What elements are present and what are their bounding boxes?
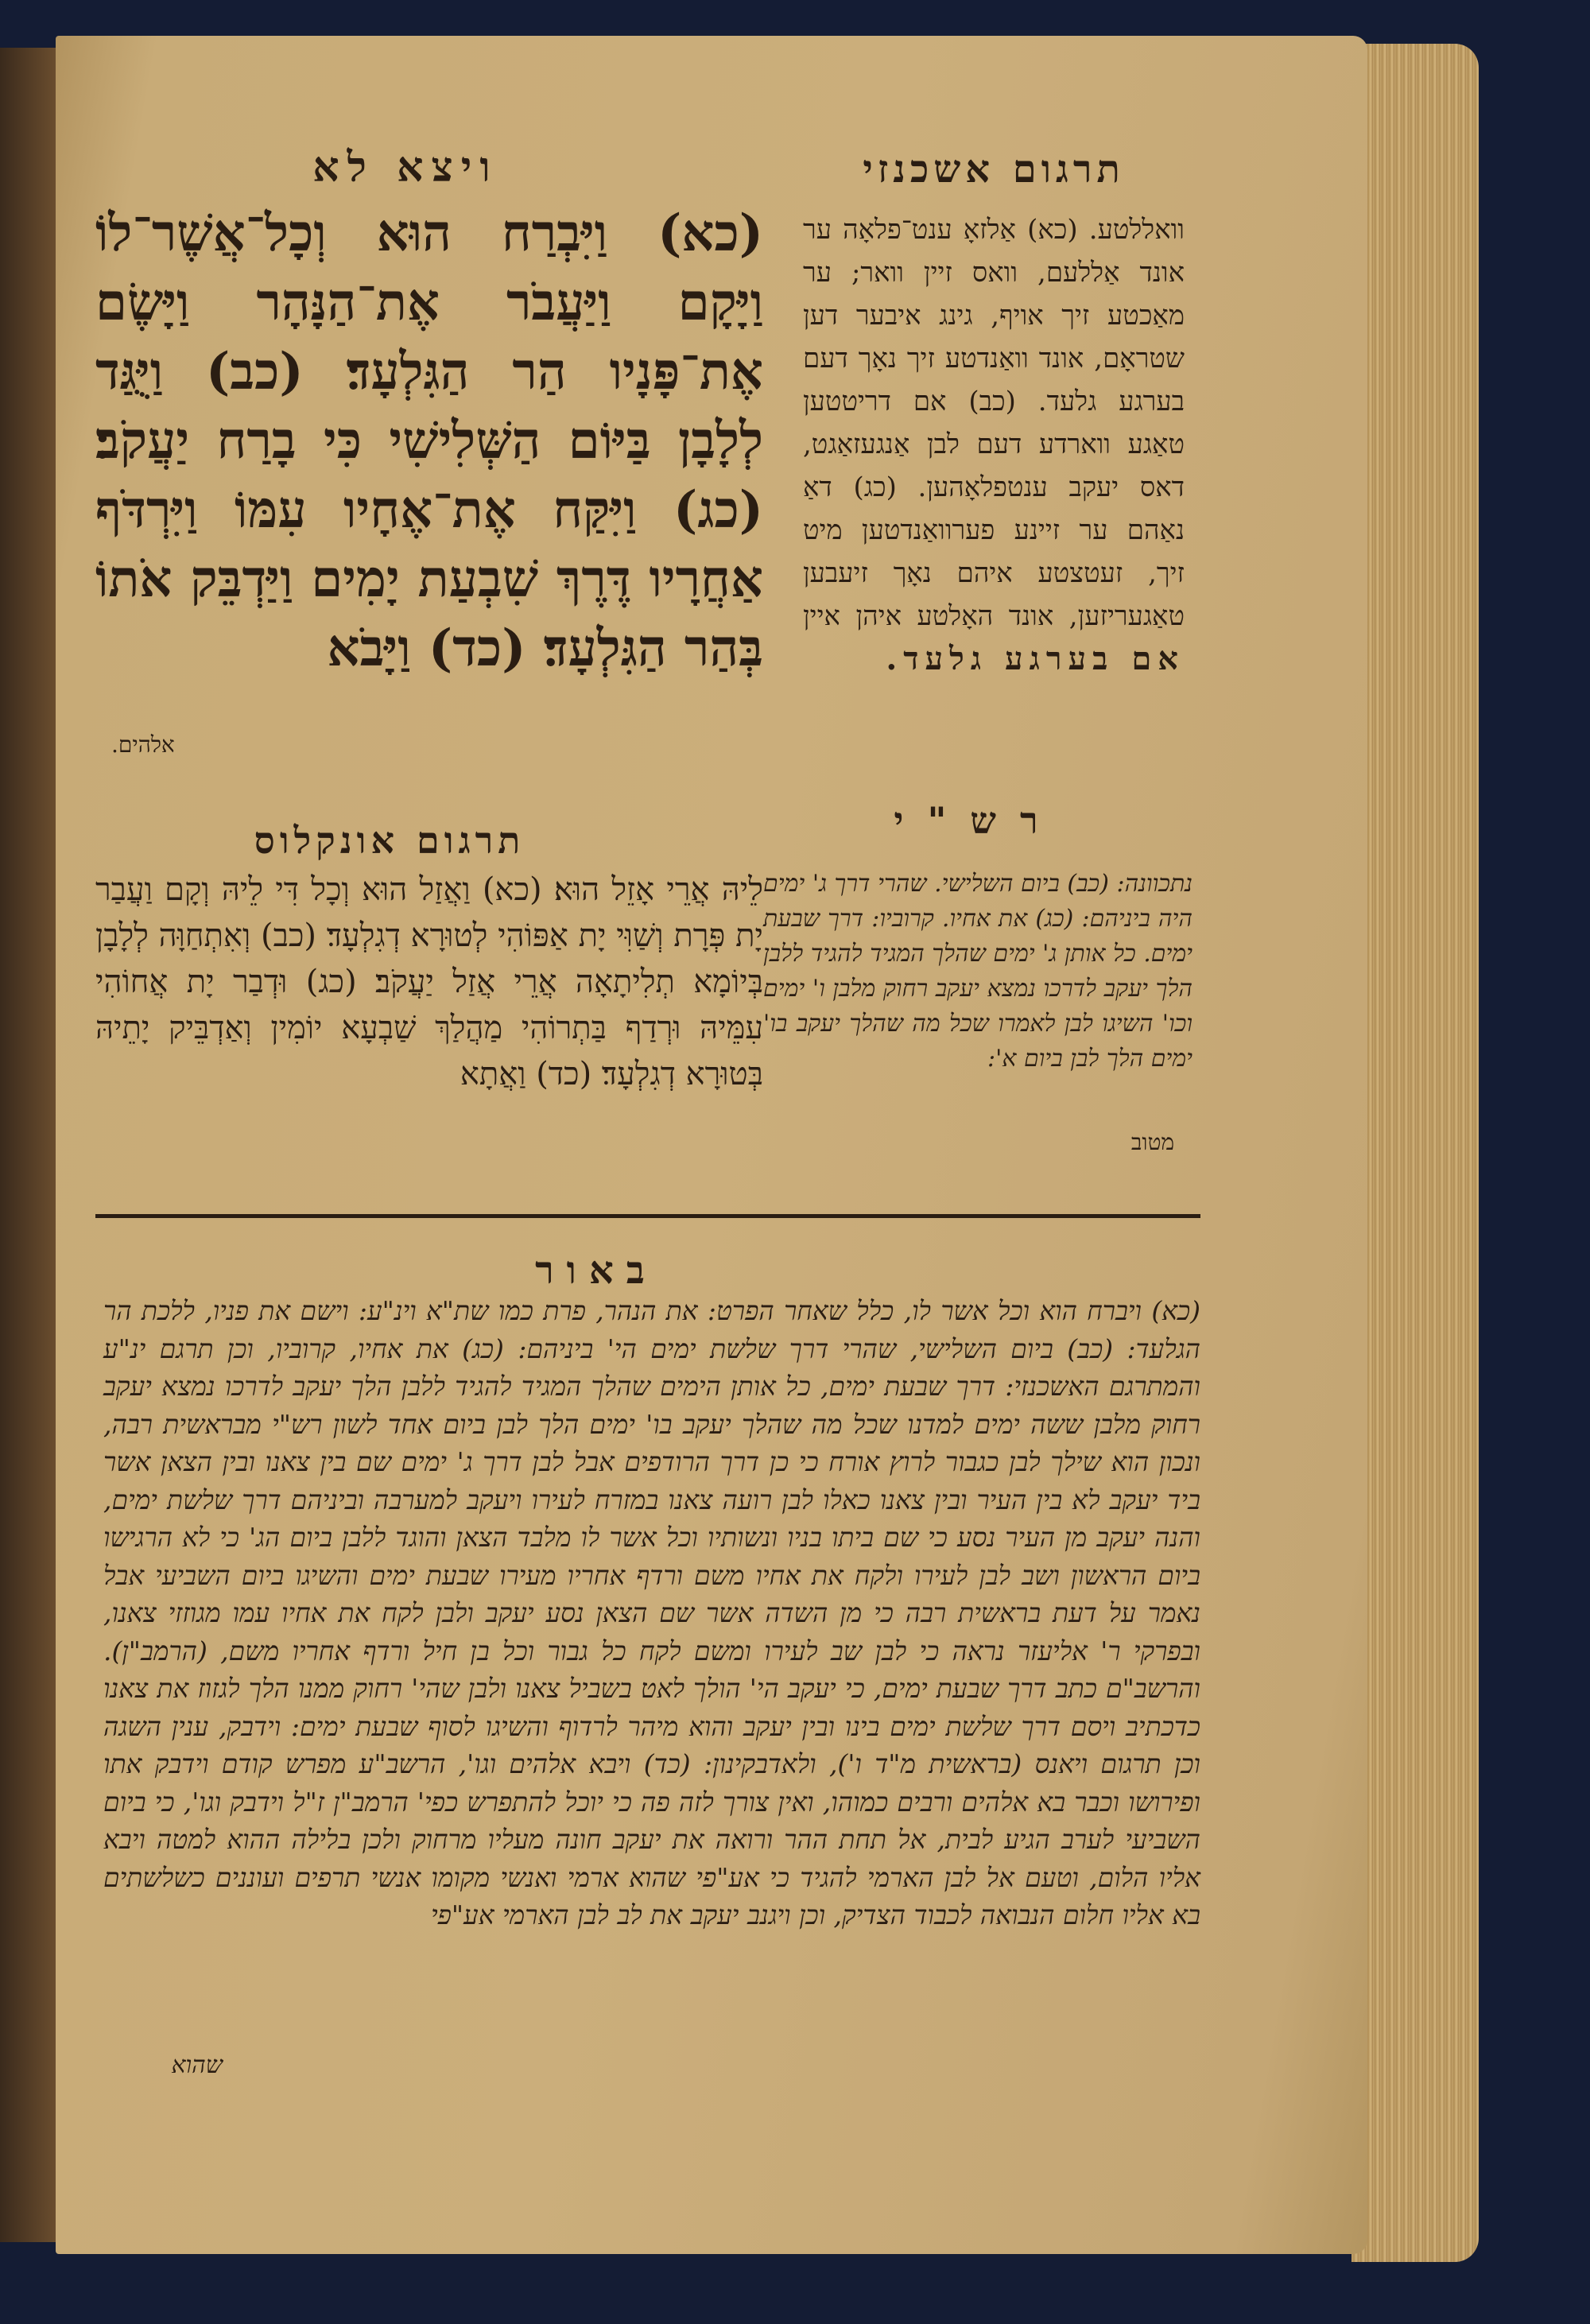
biur-commentary: (כא) ויברח הוא וכל אשר לו, כלל שאחר הפרט: את הנהר, פרת כמו שת"א וינ"ע: וישם את פניו, ללכת הר הגלעד: (כב) ביום השלישי, שהרי דרך שלשת ימים הי' ביניהם: (כג) את אחיו, קרוביו, וכן תרגם ינ"ע והמתרגם האשכנזי: דרך שבעת ימים, כל אותן הימים שהלך המגיד להגיד ללבן הלך יעקב לדרכו נמצא יעקב רחוק מלבן ששה ימים למדנו שכל מה שהלך יעקב בו' ימים הלך לבן ביום אחד לשון רש"י מבראשית רבה, ונכון הוא שילך לבן כגבור לרוץ אורח כי כן דרך הרודפים אבל לבן דרך ג' ימים שם בין צאנו ובין הצאן אשר ביד יעקב לא בין העיר ובין צאנו כאלו לבן רועה צאנו במזרח לעירו ויעקב למערבה וביניהם דרך שלשת ימים, והנה יעקב מן העיר נסע כי שם ביתו בניו ונשותיו וכל אשר לו מלבד הצאן והוגד ללבן ביום הג' כי לא הרגישו ביום הראשון ושב לבן לעירו ולקח את אחיו משם ורדף אחריו מעירו שבעת ימים והשיגו ביום השביעי אבל נאמר על דעת בראשית רבה כי מן השדה אשר שם הצאן נסע יעקב ולבן לקח את אחיו עמו מגוזזי צאנו, ובפרקי ר' אליעזר נראה כי לבן שב לעירו ומשם לקח כל גבור וכל בן חיל ורדף אחריו משם, (הרמב"ן). והרשב"ם כתב דרך שבעת ימים, כי יעקב הי' הולך לאט בשביל צאנו ולבן שהי' רחוק ממנו הלך לגזוז את צאנו כדכתיב ויסם דרך שלשת ימים בינו ובין יעקב והוא מיהר לרדוף והשיגו לסוף שבעת ימים: וידבק, ענין השגה וכן תרגום ויאנס (בראשית מ"ד ו'), ולאדבקינון: (כד) ויבא אלהים וגו', הרשב"ע מפרש קודם וידבק אתו ופירושו וכבר בא אלהים ורבים כמוהו, ואין צורך לזה פה כי יוכל להתפרש כפי' הרמב"ן ז"ל וידבק וגו', כי ביום השביעי לערב הגיע לבית, אל תחת ההר ורואה את יעקב חונה מעליו מרחוק ולכן בלילה ההוא למטה ויבא אליו הלום, וטעם אל לבן הארמי להגיד כי אע"פי שהוא ארמי ואנשי מקומו אנשי תרפים ועוננים כשלשתים בא אליו חלום הנבואה לכבוד הצדיק, וכן ויגנב יעקב את לב לבן הארמי אע"פי xyxy=(103,1295,1200,1930)
biur-header: באור xyxy=(535,1248,657,1293)
rashi-commentary: נתכוונה: (כב) ביום השלישי. שהרי דרך ג' ימים היה ביניהם: (כג) את אחיו. קרוביו: דרך שבעת ימים. כל אותן ג' ימים שהלך המגיד להגיד ללבן הלך יעקב לדרכו נמצא יעקב רחוק מלבן ו' ימים וכו' השיגו לבן לאמרו שכל מה שהלך יעקב בו' ימים הלך לבן ביום א': xyxy=(763,870,1192,1073)
rashi-catchword: מטוב xyxy=(1130,1129,1175,1155)
ashkenazi-body: וואללטע. (כא) אַלזאָ ענט־פלאָה ער אונד אַללעם, וואס זיין וואר; ער מאַכטע זיך אויף, גינג איבער דען שטראָם, אונד וואַנדטע זיך נאָך דעם בערגע גלעד. (כב) אם דריטטען טאַגע ווארדע דעם לבן אַנגעזאַגט, דאס יעקב ענטפלאָהען. (כג) דאַ נאַהם ער זיינע פערוואַנדטען מיט זיך, זעטצטע איהם נאָך זיעבען טאַגעריזען, אונד האָלטע איהן איין xyxy=(803,214,1185,632)
running-header-targum-ashkenazi: תרגום אשכנזי xyxy=(863,147,1125,192)
onkelos-header: תרגום אונקלוס xyxy=(254,819,525,862)
left-page-edge xyxy=(0,48,56,2242)
catchword-elohim: אלהים. xyxy=(111,731,175,758)
ashkenazi-translation xyxy=(803,208,1185,682)
section-divider xyxy=(95,1214,1200,1218)
running-header-parasha: ויצא לא xyxy=(312,143,498,192)
ashkenazi-end: אם בערגע גלעד. xyxy=(886,640,1185,677)
rashi-header: רש"י xyxy=(894,799,1062,842)
biur-catchword: שהוא xyxy=(171,2051,223,2079)
page-stack-edge xyxy=(1352,44,1479,2262)
bible-text: (כא) וַיִּבְרַח הוּא וְכָל־אֲשֶׁר־לוֹ וַיָּקָם וַיַּעֲבֹר אֶת־הַנָּהָר וַיָּשֶׂם אֶת־פָּנָיו הַר הַגִּלְעָד׃ (כב) וַיֻּגַּד לְלָבָן בַּיּוֹם הַשְּׁלִישִׁי כִּי בָרַח יַעֲקֹב׃ (כג) וַיִּקַּח אֶת־אֶחָיו עִמּוֹ וַיִּרְדֹּף אַחֲרָיו דֶּרֶךְ שִׁבְעַת יָמִים וַיַּדְבֵּק אֹתוֹ בְּהַר הַגִּלְעָד׃ (כד) וַיָּבֹא xyxy=(95,204,763,678)
onkelos-text: לֵיהּ אֲרֵי אָזֵל הוּא׃ (כא) וַאֲזַל הוּא וְכָל דִּי לֵיהּ וְקָם וַעֲבַר יָת פְּרָת וְשַׁוִּי יָת אַפּוֹהִי לְטוּרָא דְגִלְעָד׃ (כב) וְאִתְחַוָּה לְלָבָן בְּיוֹמָא תְלִיתָאָה אֲרֵי אֲזַל יַעֲקֹב׃ (כג) וּדְבַר יָת אֲחוֹהִי עִמֵּיהּ וּרְדַף בַּתְרוֹהִי מַהֲלַךְ שַׁבְעָא יוֹמִין וְאַדְבֵּיק יָתֵיהּ בְּטוּרָא דְגִלְעָד׃ (כד) וַאֲתָא xyxy=(95,871,763,1092)
